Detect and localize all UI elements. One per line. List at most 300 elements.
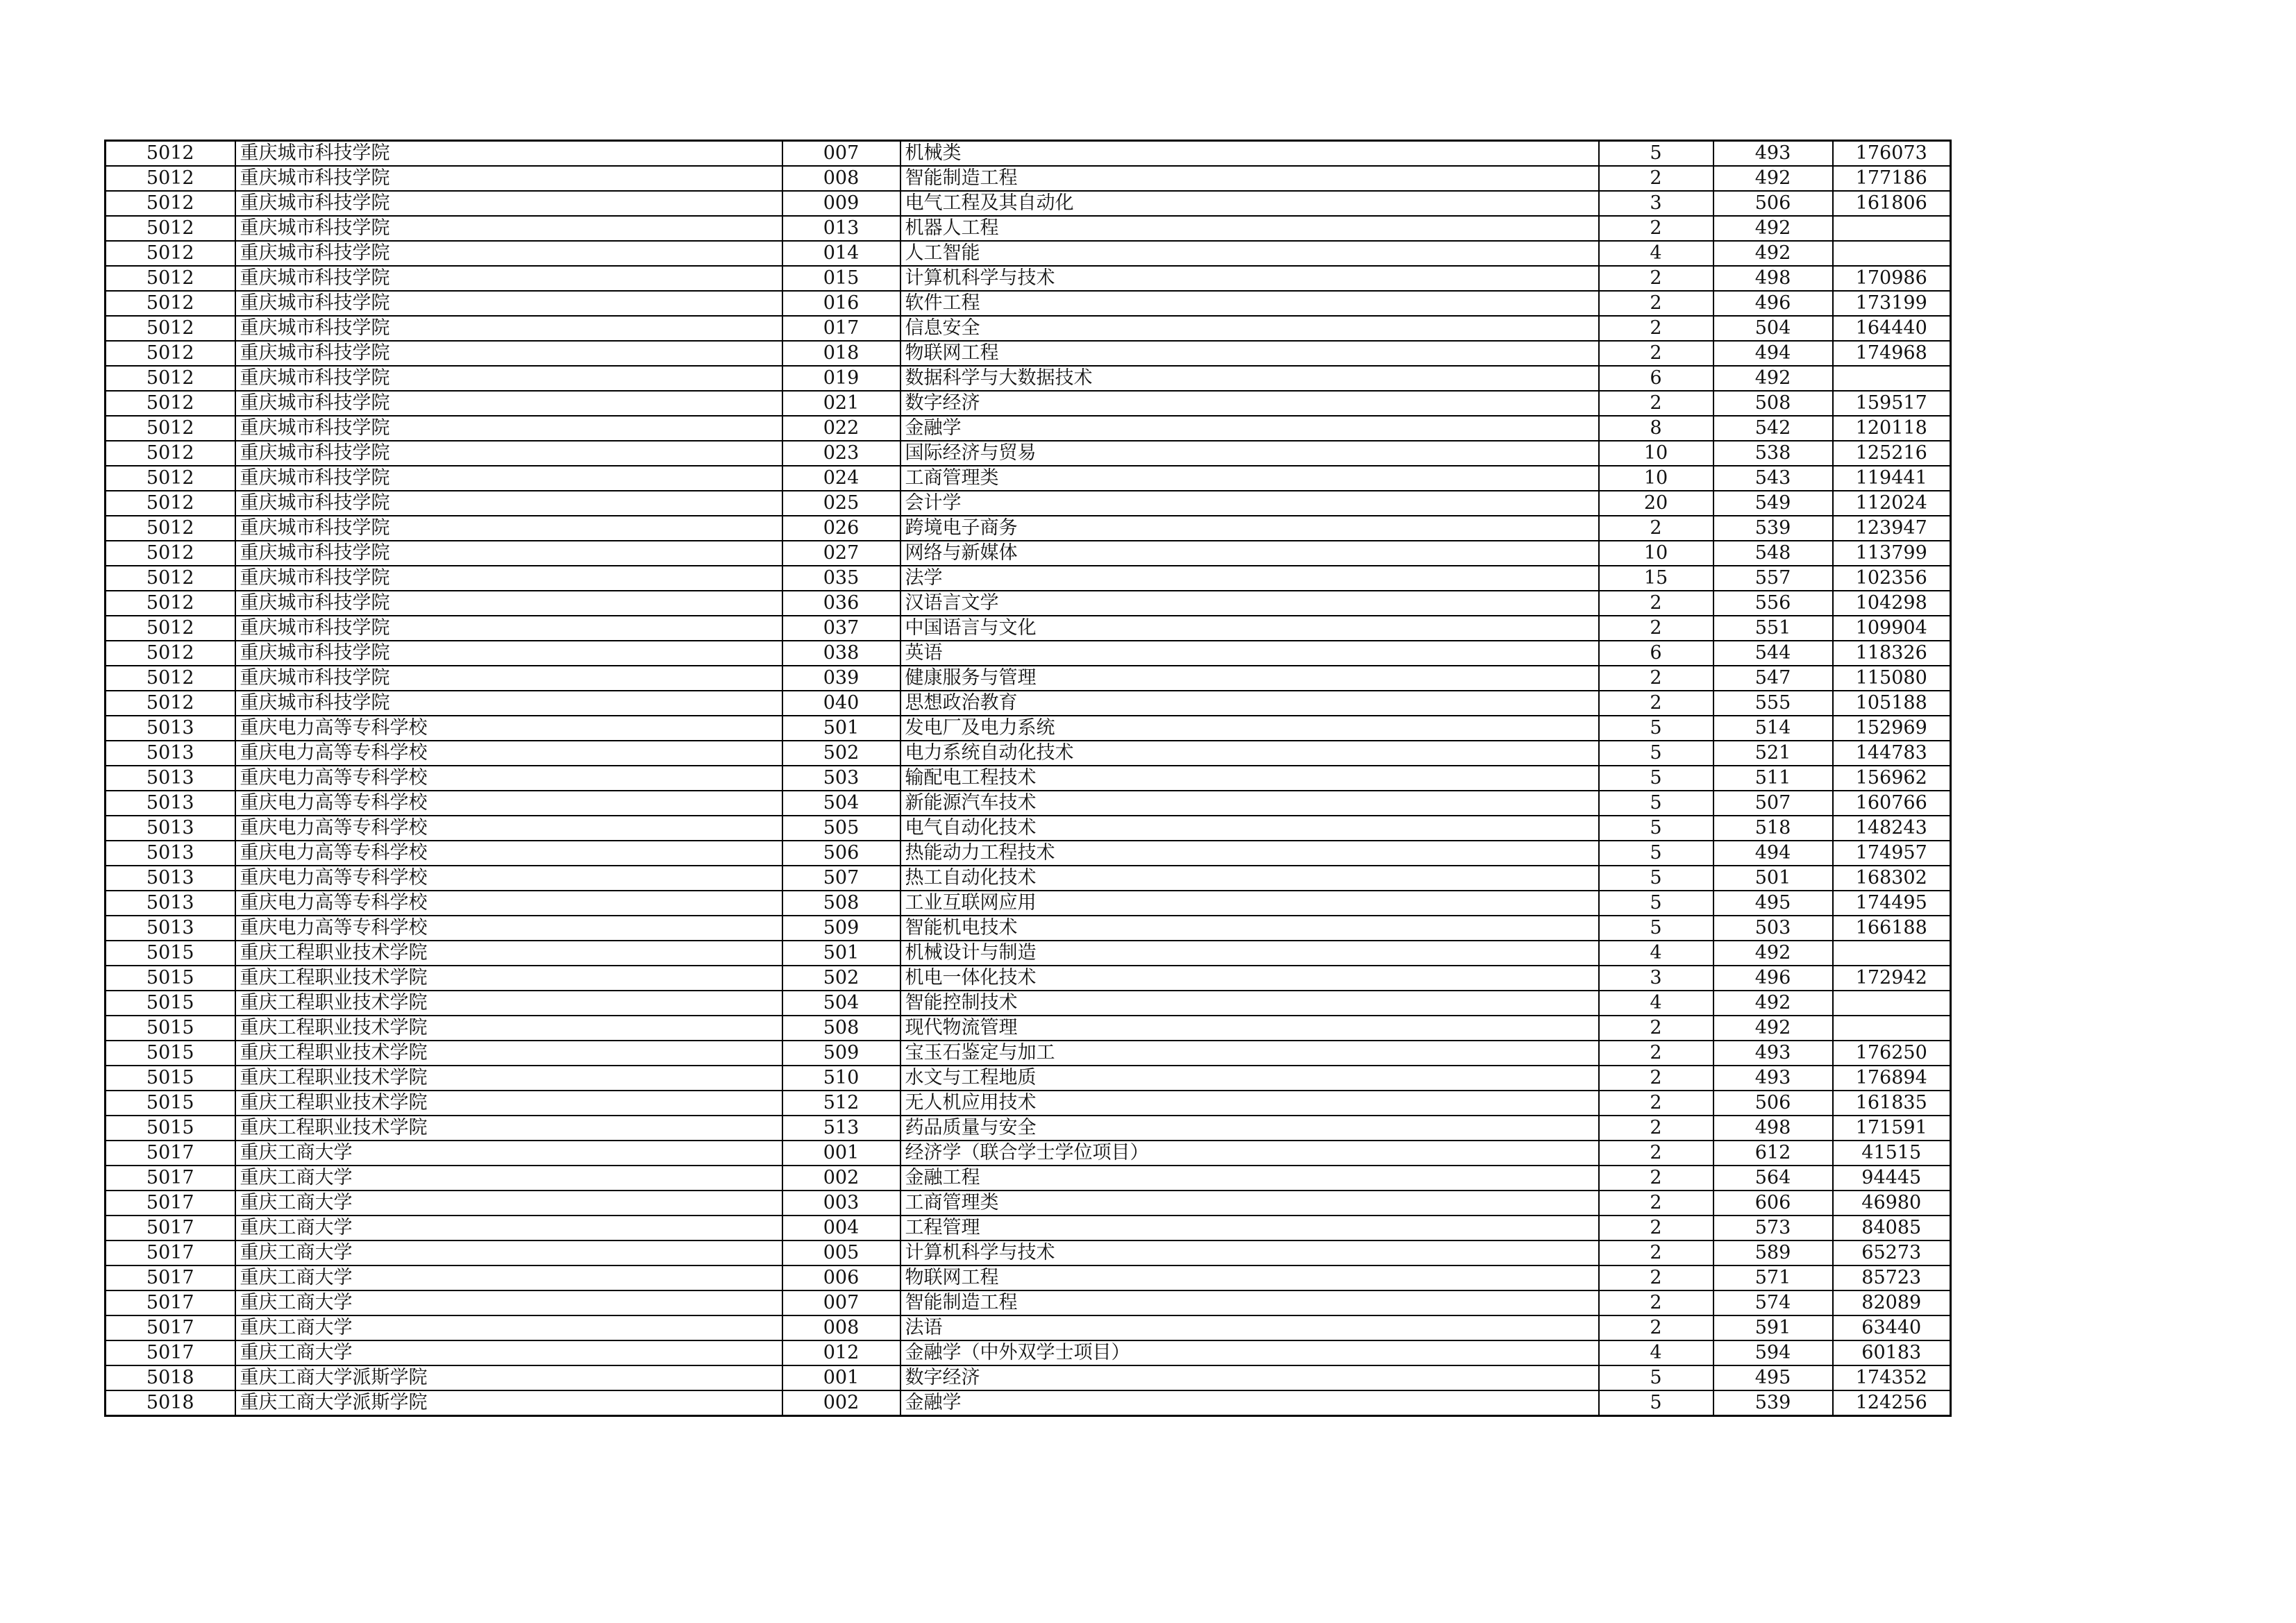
major-name-cell: 现代物流管理: [900, 1016, 1599, 1041]
school-code-cell: 5015: [106, 991, 235, 1016]
school-code-cell: 5015: [106, 966, 235, 991]
plan-count-cell: 20: [1599, 491, 1713, 516]
min-rank-cell: 60183: [1833, 1340, 1951, 1365]
major-name-cell: 机器人工程: [900, 216, 1599, 241]
min-score-cell: 492: [1713, 1016, 1833, 1041]
table-row: [106, 166, 1951, 191]
major-name-cell: 智能机电技术: [900, 916, 1599, 941]
major-name-cell: 工商管理类: [900, 466, 1599, 491]
school-code-cell: 5013: [106, 891, 235, 916]
plan-count-cell: 2: [1599, 591, 1713, 616]
min-score-cell: 503: [1713, 916, 1833, 941]
min-score-cell: 521: [1713, 741, 1833, 766]
min-score-cell: 573: [1713, 1216, 1833, 1241]
min-rank-cell: 105188: [1833, 691, 1951, 716]
major-name-cell: 水文与工程地质: [900, 1066, 1599, 1091]
min-score-cell: 606: [1713, 1191, 1833, 1216]
school-name-cell: 重庆工程职业技术学院: [235, 1066, 782, 1091]
plan-count-cell: 2: [1599, 691, 1713, 716]
min-score-cell: 564: [1713, 1166, 1833, 1191]
min-rank-cell: 152969: [1833, 716, 1951, 741]
major-name-cell: 电力系统自动化技术: [900, 741, 1599, 766]
major-code-cell: 023: [782, 441, 900, 466]
school-name-cell: 重庆工商大学: [235, 1290, 782, 1315]
major-name-cell: 思想政治教育: [900, 691, 1599, 716]
school-code-cell: 5017: [106, 1191, 235, 1216]
min-score-cell: 496: [1713, 291, 1833, 316]
major-name-cell: 金融学: [900, 1390, 1599, 1416]
plan-count-cell: 10: [1599, 441, 1713, 466]
school-code-cell: 5018: [106, 1365, 235, 1390]
table-row: [106, 1265, 1951, 1290]
school-name-cell: 重庆城市科技学院: [235, 616, 782, 641]
school-name-cell: 重庆工程职业技术学院: [235, 1016, 782, 1041]
school-code-cell: 5013: [106, 766, 235, 791]
school-name-cell: 重庆城市科技学院: [235, 191, 782, 216]
major-code-cell: 022: [782, 416, 900, 441]
school-code-cell: 5015: [106, 1016, 235, 1041]
min-rank-cell: 144783: [1833, 741, 1951, 766]
plan-count-cell: 2: [1599, 166, 1713, 191]
table-row: [106, 1066, 1951, 1091]
school-code-cell: 5012: [106, 366, 235, 391]
table-row: [106, 191, 1951, 216]
school-code-cell: 5013: [106, 716, 235, 741]
major-name-cell: 药品质量与安全: [900, 1116, 1599, 1141]
school-name-cell: 重庆电力高等专科学校: [235, 866, 782, 891]
school-code-cell: 5013: [106, 841, 235, 866]
school-name-cell: 重庆工程职业技术学院: [235, 1091, 782, 1116]
major-name-cell: 软件工程: [900, 291, 1599, 316]
major-code-cell: 016: [782, 291, 900, 316]
school-name-cell: 重庆工商大学派斯学院: [235, 1365, 782, 1390]
school-name-cell: 重庆电力高等专科学校: [235, 816, 782, 841]
major-code-cell: 506: [782, 841, 900, 866]
min-rank-cell: 161835: [1833, 1091, 1951, 1116]
school-code-cell: 5013: [106, 741, 235, 766]
min-score-cell: 542: [1713, 416, 1833, 441]
plan-count-cell: 5: [1599, 891, 1713, 916]
plan-count-cell: 5: [1599, 791, 1713, 816]
min-score-cell: 571: [1713, 1265, 1833, 1290]
table-row: [106, 741, 1951, 766]
major-name-cell: 中国语言与文化: [900, 616, 1599, 641]
table-body: [106, 141, 1951, 1416]
major-name-cell: 英语: [900, 641, 1599, 666]
school-name-cell: 重庆电力高等专科学校: [235, 841, 782, 866]
min-rank-cell: 113799: [1833, 541, 1951, 566]
school-code-cell: 5012: [106, 691, 235, 716]
plan-count-cell: 5: [1599, 141, 1713, 167]
major-name-cell: 数据科学与大数据技术: [900, 366, 1599, 391]
major-code-cell: 012: [782, 1340, 900, 1365]
major-name-cell: 跨境电子商务: [900, 516, 1599, 541]
school-code-cell: 5013: [106, 791, 235, 816]
school-code-cell: 5015: [106, 1091, 235, 1116]
major-code-cell: 021: [782, 391, 900, 416]
plan-count-cell: 15: [1599, 566, 1713, 591]
min-score-cell: 544: [1713, 641, 1833, 666]
major-code-cell: 038: [782, 641, 900, 666]
plan-count-cell: 5: [1599, 1390, 1713, 1416]
table-row: [106, 441, 1951, 466]
school-name-cell: 重庆工商大学: [235, 1340, 782, 1365]
school-code-cell: 5012: [106, 141, 235, 167]
table-row: [106, 541, 1951, 566]
min-score-cell: 511: [1713, 766, 1833, 791]
school-code-cell: 5018: [106, 1390, 235, 1416]
school-code-cell: 5017: [106, 1265, 235, 1290]
school-code-cell: 5012: [106, 341, 235, 366]
major-name-cell: 热工自动化技术: [900, 866, 1599, 891]
min-rank-cell: 118326: [1833, 641, 1951, 666]
plan-count-cell: 4: [1599, 991, 1713, 1016]
table-row: [106, 1141, 1951, 1166]
table-row: [106, 341, 1951, 366]
table-row: [106, 791, 1951, 816]
min-score-cell: 498: [1713, 1116, 1833, 1141]
major-code-cell: 512: [782, 1091, 900, 1116]
min-score-cell: 507: [1713, 791, 1833, 816]
major-name-cell: 信息安全: [900, 316, 1599, 341]
school-code-cell: 5017: [106, 1241, 235, 1265]
major-code-cell: 509: [782, 916, 900, 941]
min-rank-cell: 104298: [1833, 591, 1951, 616]
school-code-cell: 5017: [106, 1340, 235, 1365]
plan-count-cell: 2: [1599, 1191, 1713, 1216]
table-row: [106, 891, 1951, 916]
school-name-cell: 重庆城市科技学院: [235, 341, 782, 366]
min-score-cell: 548: [1713, 541, 1833, 566]
min-rank-cell: 156962: [1833, 766, 1951, 791]
major-name-cell: 人工智能: [900, 241, 1599, 266]
major-code-cell: 509: [782, 1041, 900, 1066]
school-code-cell: 5012: [106, 616, 235, 641]
school-name-cell: 重庆城市科技学院: [235, 416, 782, 441]
school-code-cell: 5012: [106, 266, 235, 291]
school-code-cell: 5012: [106, 541, 235, 566]
plan-count-cell: 2: [1599, 666, 1713, 691]
major-name-cell: 宝玉石鉴定与加工: [900, 1041, 1599, 1066]
min-rank-cell: 82089: [1833, 1290, 1951, 1315]
school-code-cell: 5017: [106, 1141, 235, 1166]
major-name-cell: 智能制造工程: [900, 1290, 1599, 1315]
plan-count-cell: 2: [1599, 1290, 1713, 1315]
table-row: [106, 1290, 1951, 1315]
table-row: [106, 516, 1951, 541]
table-row: [106, 866, 1951, 891]
school-code-cell: 5017: [106, 1216, 235, 1241]
plan-count-cell: 2: [1599, 1265, 1713, 1290]
school-name-cell: 重庆城市科技学院: [235, 466, 782, 491]
plan-count-cell: 3: [1599, 966, 1713, 991]
table-row: [106, 466, 1951, 491]
plan-count-cell: 6: [1599, 641, 1713, 666]
major-name-cell: 电气自动化技术: [900, 816, 1599, 841]
major-code-cell: 505: [782, 816, 900, 841]
table-row: [106, 666, 1951, 691]
school-name-cell: 重庆城市科技学院: [235, 316, 782, 341]
min-score-cell: 506: [1713, 191, 1833, 216]
min-score-cell: 494: [1713, 341, 1833, 366]
school-code-cell: 5012: [106, 641, 235, 666]
min-rank-cell: 164440: [1833, 316, 1951, 341]
plan-count-cell: 2: [1599, 266, 1713, 291]
table-row: [106, 941, 1951, 966]
major-name-cell: 输配电工程技术: [900, 766, 1599, 791]
school-code-cell: 5012: [106, 591, 235, 616]
school-name-cell: 重庆城市科技学院: [235, 666, 782, 691]
major-code-cell: 007: [782, 141, 900, 167]
major-code-cell: 001: [782, 1141, 900, 1166]
min-rank-cell: 125216: [1833, 441, 1951, 466]
table-row: [106, 841, 1951, 866]
school-name-cell: 重庆城市科技学院: [235, 166, 782, 191]
min-score-cell: 551: [1713, 616, 1833, 641]
major-name-cell: 工程管理: [900, 1216, 1599, 1241]
major-name-cell: 金融学（中外双学士项目）: [900, 1340, 1599, 1365]
plan-count-cell: 6: [1599, 366, 1713, 391]
table-row: [106, 141, 1951, 167]
major-code-cell: 040: [782, 691, 900, 716]
major-name-cell: 数字经济: [900, 1365, 1599, 1390]
plan-count-cell: 2: [1599, 1091, 1713, 1116]
school-code-cell: 5013: [106, 866, 235, 891]
table-row: [106, 1340, 1951, 1365]
min-score-cell: 492: [1713, 166, 1833, 191]
min-score-cell: 506: [1713, 1091, 1833, 1116]
min-rank-cell: 63440: [1833, 1315, 1951, 1340]
table-row: [106, 1091, 1951, 1116]
min-score-cell: 504: [1713, 316, 1833, 341]
table-row: [106, 291, 1951, 316]
min-rank-cell: 174968: [1833, 341, 1951, 366]
min-rank-cell: 161806: [1833, 191, 1951, 216]
min-rank-cell: 109904: [1833, 616, 1951, 641]
table-row: [106, 616, 1951, 641]
min-rank-cell: 148243: [1833, 816, 1951, 841]
school-name-cell: 重庆工商大学: [235, 1315, 782, 1340]
major-name-cell: 会计学: [900, 491, 1599, 516]
school-name-cell: 重庆城市科技学院: [235, 491, 782, 516]
min-score-cell: 492: [1713, 941, 1833, 966]
major-code-cell: 504: [782, 991, 900, 1016]
min-rank-cell: 176894: [1833, 1066, 1951, 1091]
major-name-cell: 计算机科学与技术: [900, 1241, 1599, 1265]
min-rank-cell: 94445: [1833, 1166, 1951, 1191]
major-name-cell: 发电厂及电力系统: [900, 716, 1599, 741]
min-score-cell: 518: [1713, 816, 1833, 841]
min-rank-cell: [1833, 366, 1951, 391]
min-rank-cell: 85723: [1833, 1265, 1951, 1290]
major-code-cell: 502: [782, 741, 900, 766]
table-row: [106, 566, 1951, 591]
school-code-cell: 5012: [106, 316, 235, 341]
school-name-cell: 重庆城市科技学院: [235, 591, 782, 616]
plan-count-cell: 2: [1599, 616, 1713, 641]
major-code-cell: 025: [782, 491, 900, 516]
table-row: [106, 1390, 1951, 1416]
table-row: [106, 1166, 1951, 1191]
major-code-cell: 005: [782, 1241, 900, 1265]
min-rank-cell: 123947: [1833, 516, 1951, 541]
major-code-cell: 003: [782, 1191, 900, 1216]
min-score-cell: 557: [1713, 566, 1833, 591]
table-row: [106, 1116, 1951, 1141]
plan-count-cell: 5: [1599, 716, 1713, 741]
school-name-cell: 重庆城市科技学院: [235, 641, 782, 666]
major-name-cell: 机械设计与制造: [900, 941, 1599, 966]
table-row: [106, 316, 1951, 341]
min-score-cell: 492: [1713, 216, 1833, 241]
min-score-cell: 612: [1713, 1141, 1833, 1166]
plan-count-cell: 2: [1599, 516, 1713, 541]
plan-count-cell: 5: [1599, 816, 1713, 841]
min-rank-cell: 174352: [1833, 1365, 1951, 1390]
major-code-cell: 008: [782, 166, 900, 191]
school-code-cell: 5012: [106, 416, 235, 441]
plan-count-cell: 8: [1599, 416, 1713, 441]
min-score-cell: 574: [1713, 1290, 1833, 1315]
school-code-cell: 5015: [106, 1066, 235, 1091]
school-code-cell: 5012: [106, 391, 235, 416]
major-code-cell: 002: [782, 1166, 900, 1191]
table-row: [106, 966, 1951, 991]
min-rank-cell: [1833, 941, 1951, 966]
major-code-cell: 004: [782, 1216, 900, 1241]
plan-count-cell: 2: [1599, 1016, 1713, 1041]
major-name-cell: 健康服务与管理: [900, 666, 1599, 691]
min-rank-cell: 168302: [1833, 866, 1951, 891]
min-score-cell: 501: [1713, 866, 1833, 891]
min-rank-cell: 176250: [1833, 1041, 1951, 1066]
major-name-cell: 无人机应用技术: [900, 1091, 1599, 1116]
min-rank-cell: 172942: [1833, 966, 1951, 991]
min-rank-cell: 159517: [1833, 391, 1951, 416]
school-name-cell: 重庆工程职业技术学院: [235, 991, 782, 1016]
table-row: [106, 1241, 1951, 1265]
major-name-cell: 数字经济: [900, 391, 1599, 416]
plan-count-cell: 2: [1599, 316, 1713, 341]
school-code-cell: 5017: [106, 1315, 235, 1340]
major-name-cell: 金融学: [900, 416, 1599, 441]
school-name-cell: 重庆工商大学: [235, 1141, 782, 1166]
major-code-cell: 503: [782, 766, 900, 791]
major-name-cell: 计算机科学与技术: [900, 266, 1599, 291]
major-code-cell: 014: [782, 241, 900, 266]
school-code-cell: 5012: [106, 491, 235, 516]
plan-count-cell: 2: [1599, 1216, 1713, 1241]
table-row: [106, 241, 1951, 266]
plan-count-cell: 5: [1599, 866, 1713, 891]
table-row: [106, 691, 1951, 716]
plan-count-cell: 2: [1599, 291, 1713, 316]
major-code-cell: 513: [782, 1116, 900, 1141]
min-score-cell: 496: [1713, 966, 1833, 991]
min-score-cell: 539: [1713, 1390, 1833, 1416]
table-row: [106, 366, 1951, 391]
min-score-cell: 494: [1713, 841, 1833, 866]
school-code-cell: 5012: [106, 291, 235, 316]
table-row: [106, 816, 1951, 841]
min-score-cell: 514: [1713, 716, 1833, 741]
min-rank-cell: 174957: [1833, 841, 1951, 866]
min-score-cell: 493: [1713, 1066, 1833, 1091]
major-code-cell: 009: [782, 191, 900, 216]
major-code-cell: 507: [782, 866, 900, 891]
plan-count-cell: 2: [1599, 1041, 1713, 1066]
table-row: [106, 916, 1951, 941]
min-rank-cell: [1833, 991, 1951, 1016]
min-score-cell: 591: [1713, 1315, 1833, 1340]
min-score-cell: 493: [1713, 141, 1833, 167]
school-name-cell: 重庆工商大学: [235, 1191, 782, 1216]
min-rank-cell: 174495: [1833, 891, 1951, 916]
major-name-cell: 网络与新媒体: [900, 541, 1599, 566]
min-rank-cell: 119441: [1833, 466, 1951, 491]
min-rank-cell: 65273: [1833, 1241, 1951, 1265]
min-rank-cell: [1833, 241, 1951, 266]
min-score-cell: 492: [1713, 241, 1833, 266]
school-code-cell: 5013: [106, 916, 235, 941]
plan-count-cell: 4: [1599, 241, 1713, 266]
min-rank-cell: 46980: [1833, 1191, 1951, 1216]
school-code-cell: 5017: [106, 1166, 235, 1191]
plan-count-cell: 10: [1599, 466, 1713, 491]
major-code-cell: 007: [782, 1290, 900, 1315]
major-name-cell: 金融工程: [900, 1166, 1599, 1191]
school-name-cell: 重庆工程职业技术学院: [235, 941, 782, 966]
major-code-cell: 002: [782, 1390, 900, 1416]
major-code-cell: 006: [782, 1265, 900, 1290]
min-score-cell: 493: [1713, 1041, 1833, 1066]
major-code-cell: 501: [782, 941, 900, 966]
table-row: [106, 216, 1951, 241]
min-rank-cell: 170986: [1833, 266, 1951, 291]
table-row: [106, 991, 1951, 1016]
major-code-cell: 037: [782, 616, 900, 641]
table-row: [106, 1216, 1951, 1241]
major-code-cell: 510: [782, 1066, 900, 1091]
plan-count-cell: 5: [1599, 1365, 1713, 1390]
major-code-cell: 504: [782, 791, 900, 816]
major-code-cell: 024: [782, 466, 900, 491]
school-name-cell: 重庆城市科技学院: [235, 366, 782, 391]
min-score-cell: 495: [1713, 1365, 1833, 1390]
table-row: [106, 641, 1951, 666]
school-name-cell: 重庆工商大学派斯学院: [235, 1390, 782, 1416]
school-name-cell: 重庆工程职业技术学院: [235, 1116, 782, 1141]
min-score-cell: 508: [1713, 391, 1833, 416]
major-name-cell: 法学: [900, 566, 1599, 591]
major-name-cell: 机械类: [900, 141, 1599, 167]
school-name-cell: 重庆城市科技学院: [235, 541, 782, 566]
major-name-cell: 工业互联网应用: [900, 891, 1599, 916]
min-rank-cell: 176073: [1833, 141, 1951, 167]
major-code-cell: 013: [782, 216, 900, 241]
min-score-cell: 555: [1713, 691, 1833, 716]
min-score-cell: 547: [1713, 666, 1833, 691]
school-code-cell: 5012: [106, 241, 235, 266]
school-code-cell: 5012: [106, 166, 235, 191]
major-code-cell: 501: [782, 716, 900, 741]
school-name-cell: 重庆城市科技学院: [235, 266, 782, 291]
school-name-cell: 重庆电力高等专科学校: [235, 891, 782, 916]
min-score-cell: 549: [1713, 491, 1833, 516]
school-code-cell: 5012: [106, 191, 235, 216]
school-name-cell: 重庆电力高等专科学校: [235, 791, 782, 816]
table-row: [106, 491, 1951, 516]
